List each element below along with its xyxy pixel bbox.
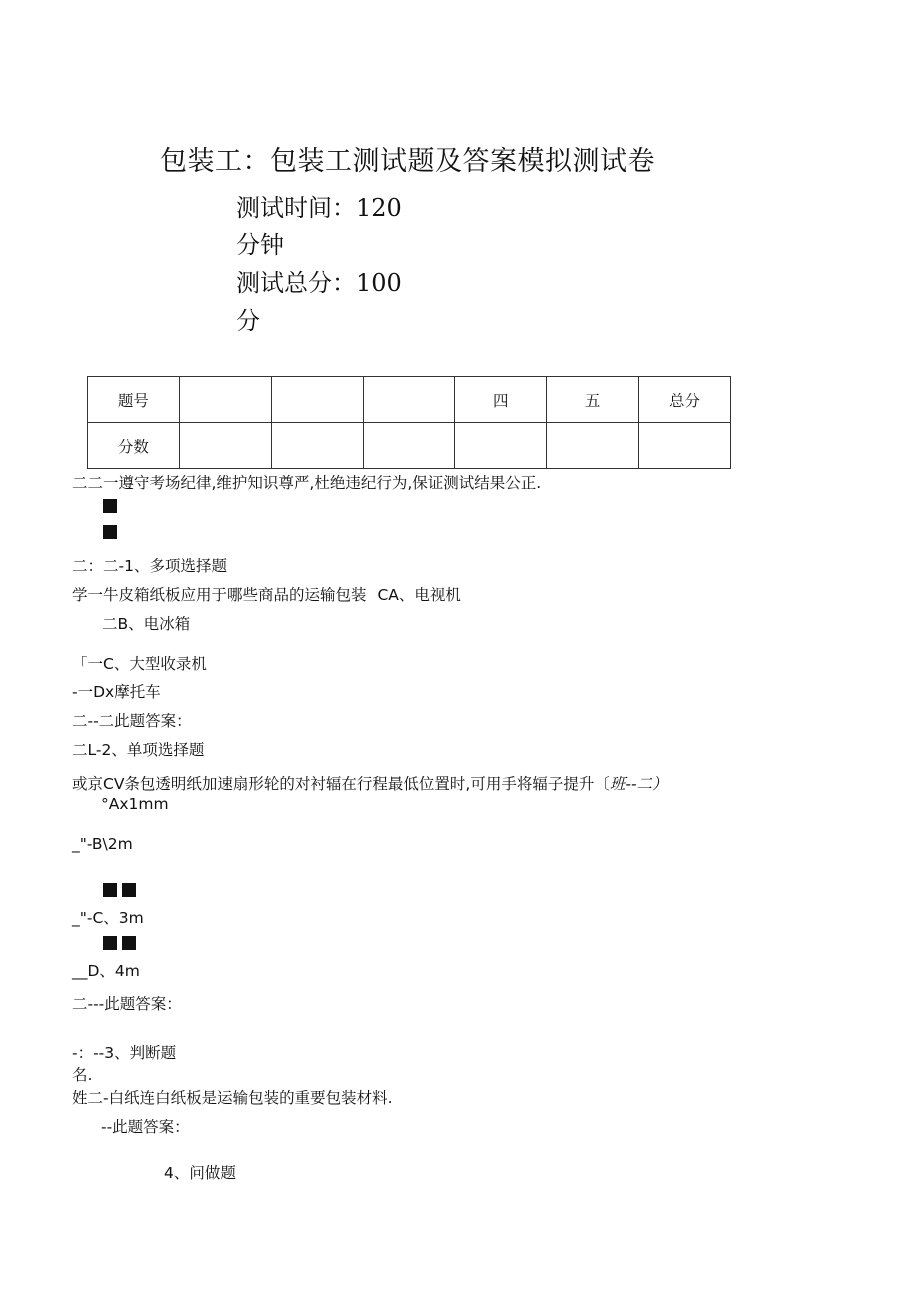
score-table-cell [363, 377, 455, 423]
score-table-cell: 五 [547, 377, 639, 423]
score-table-cell: 题号 [88, 377, 180, 423]
exam-notice: 二二一遵守考场纪律,维护知识尊严,杜绝违纪行为,保证测试结果公正. [72, 474, 542, 492]
q1-option-c: 「一C、大型收录机 [72, 655, 207, 673]
page-title: 包装工：包装工测试题及答案模拟测试卷 [160, 146, 655, 177]
q1-option-a: CA、电视机 [377, 586, 461, 604]
square-marker [103, 499, 117, 513]
q3-margin-mark: 名. [72, 1066, 93, 1084]
exam-score-line-2: 分 [236, 307, 260, 335]
score-table-cell: 分数 [88, 423, 180, 469]
q4-heading: 4、问做题 [164, 1164, 236, 1182]
q3-heading: -：--3、判断题 [72, 1044, 177, 1062]
q2-stem [72, 772, 668, 794]
square-marker [103, 883, 117, 897]
q2-stem-tail: 班--二） [609, 775, 668, 793]
score-table-cell: 总分 [639, 377, 731, 423]
square-marker [122, 936, 136, 950]
score-table-header-row [88, 377, 731, 423]
score-table-cell [271, 423, 363, 469]
q2-option-c: _"-C、3m [72, 909, 144, 927]
square-marker [103, 936, 117, 950]
q3-answer: --此题答案： [101, 1118, 190, 1136]
score-table-cell [639, 423, 731, 469]
score-table-cell [179, 377, 271, 423]
q2-option-d: __D、4m [72, 962, 140, 980]
exam-score-line-1: 测试总分：100 [236, 269, 402, 297]
q1-heading: 二：二-1、多项选择题 [72, 557, 227, 575]
square-marker [103, 525, 117, 539]
q2-heading: 二L-2、单项选择题 [72, 741, 205, 759]
q1-stem-text: 学一牛皮箱纸板应用于哪些商品的运输包装 [72, 586, 367, 604]
q1-option-d: -一Dx摩托车 [72, 683, 161, 701]
q2-answer: 二---此题答案： [72, 995, 182, 1013]
q2-option-b: _"-B\2m [72, 835, 133, 853]
q3-stem: 姓二-白纸连白纸板是运输包装的重要包装材料. [72, 1089, 393, 1107]
score-table-cell: 四 [455, 377, 547, 423]
exam-time-line-2: 分钟 [236, 231, 284, 259]
square-marker [122, 883, 136, 897]
score-table-cell [455, 423, 547, 469]
score-table-cell [271, 377, 363, 423]
score-table-score-row [88, 423, 731, 469]
score-table-cell [179, 423, 271, 469]
q2-option-a: °Ax1mm [101, 795, 169, 813]
q1-stem [72, 583, 461, 605]
exam-time-line-1: 测试时间：120 [236, 194, 402, 222]
q2-stem-text: 或京CV条包透明纸加速扇形轮的对衬辐在行程最低位置时,可用手将辐子提升〔 [72, 775, 610, 793]
score-table [87, 376, 731, 469]
score-table-cell [363, 423, 455, 469]
score-table-cell [547, 423, 639, 469]
q1-answer: 二--二此题答案： [72, 712, 192, 730]
q1-option-b: 二B、电冰箱 [102, 615, 191, 633]
